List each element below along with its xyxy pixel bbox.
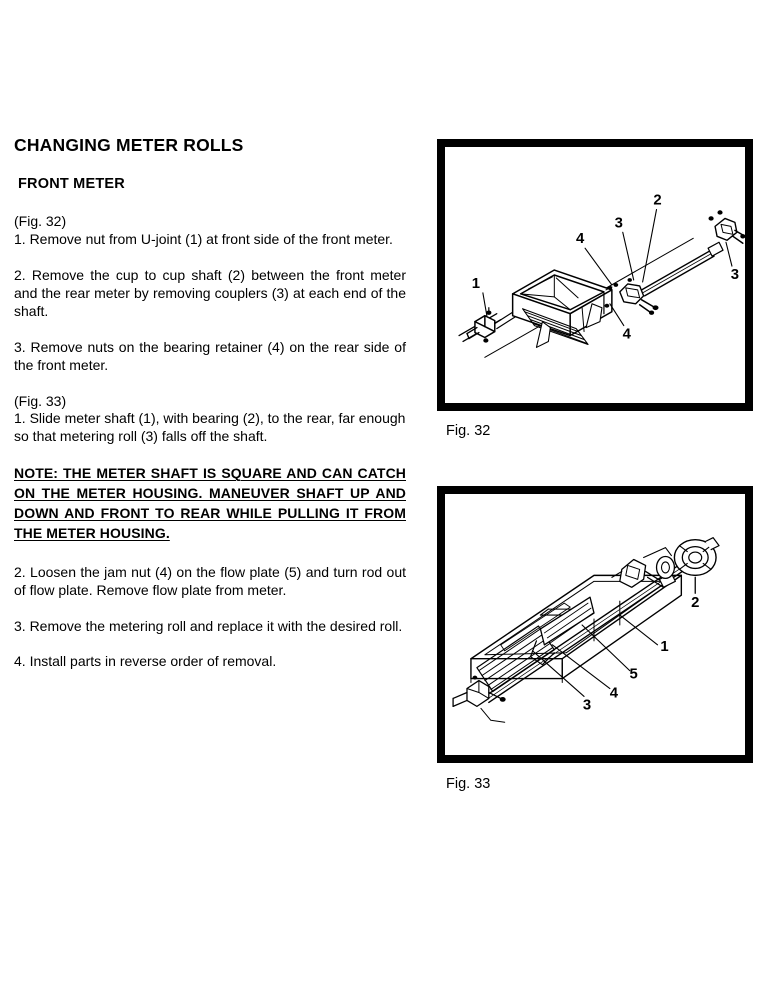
figure-33-caption: Fig. 33 <box>446 776 491 792</box>
figure-32-frame <box>437 139 753 411</box>
figure-reference-33: (Fig. 33) <box>14 392 67 409</box>
figure-33-frame <box>437 486 753 763</box>
fig32-callout-3b: 3 <box>730 266 740 283</box>
figure-33-canvas <box>444 493 746 756</box>
page-title: CHANGING METER ROLLS <box>14 135 244 155</box>
figure-33-illustration <box>445 494 745 755</box>
note-callout: NOTE: THE METER SHAFT IS SQUARE AND CAN CATCH ON THE METER HOUSING. MANEUVER SHAFT UP AND DOWN AND FRONT TO REAR WHILE PULLING IT FROM THE METER HOUSING. <box>14 465 406 541</box>
step-32-2: 2. Remove the cup to cup shaft (2) between the front meter and the rear meter by removing couplers (3) at each end of the shaft. <box>14 267 406 319</box>
step-32-3: 3. Remove nuts on the bearing retainer (4) on the rear side of the front meter. <box>14 338 406 373</box>
step-33-3: 3. Remove the metering roll and replace it with the desired roll. <box>14 617 403 634</box>
figure-32-canvas <box>444 146 746 404</box>
step-33-1: 1. Slide meter shaft (1), with bearing (2), to the rear, far enough so that metering roll (3) falls off the shaft. <box>14 410 406 445</box>
step-33-2: 2. Loosen the jam nut (4) on the flow plate (5) and turn rod out of flow plate. Remove flow plate from meter. <box>14 563 406 598</box>
step-32-1: 1. Remove nut from U-joint (1) at front side of the front meter. <box>14 231 393 248</box>
figure-32-caption: Fig. 32 <box>446 423 491 439</box>
fig33-callout-2: 2 <box>691 595 700 612</box>
fig33-callout-1: 1 <box>660 638 669 655</box>
fig33-callout-3: 3 <box>582 697 592 714</box>
section-title-front-meter: FRONT METER <box>18 176 125 193</box>
figure-32-illustration <box>445 147 745 403</box>
fig32-callout-4a: 4 <box>575 231 585 248</box>
fig32-callout-2: 2 <box>653 192 662 209</box>
text-column <box>14 136 406 689</box>
fig32-callout-1: 1 <box>471 275 481 292</box>
step-33-4: 4. Install parts in reverse order of removal. <box>14 653 277 670</box>
fig32-callout-3a: 3 <box>614 215 623 232</box>
figure-reference-32: (Fig. 32) <box>14 213 67 230</box>
fig33-callout-4: 4 <box>609 685 618 702</box>
fig33-callout-5: 5 <box>629 666 638 683</box>
fig32-callout-4b: 4 <box>622 326 631 343</box>
